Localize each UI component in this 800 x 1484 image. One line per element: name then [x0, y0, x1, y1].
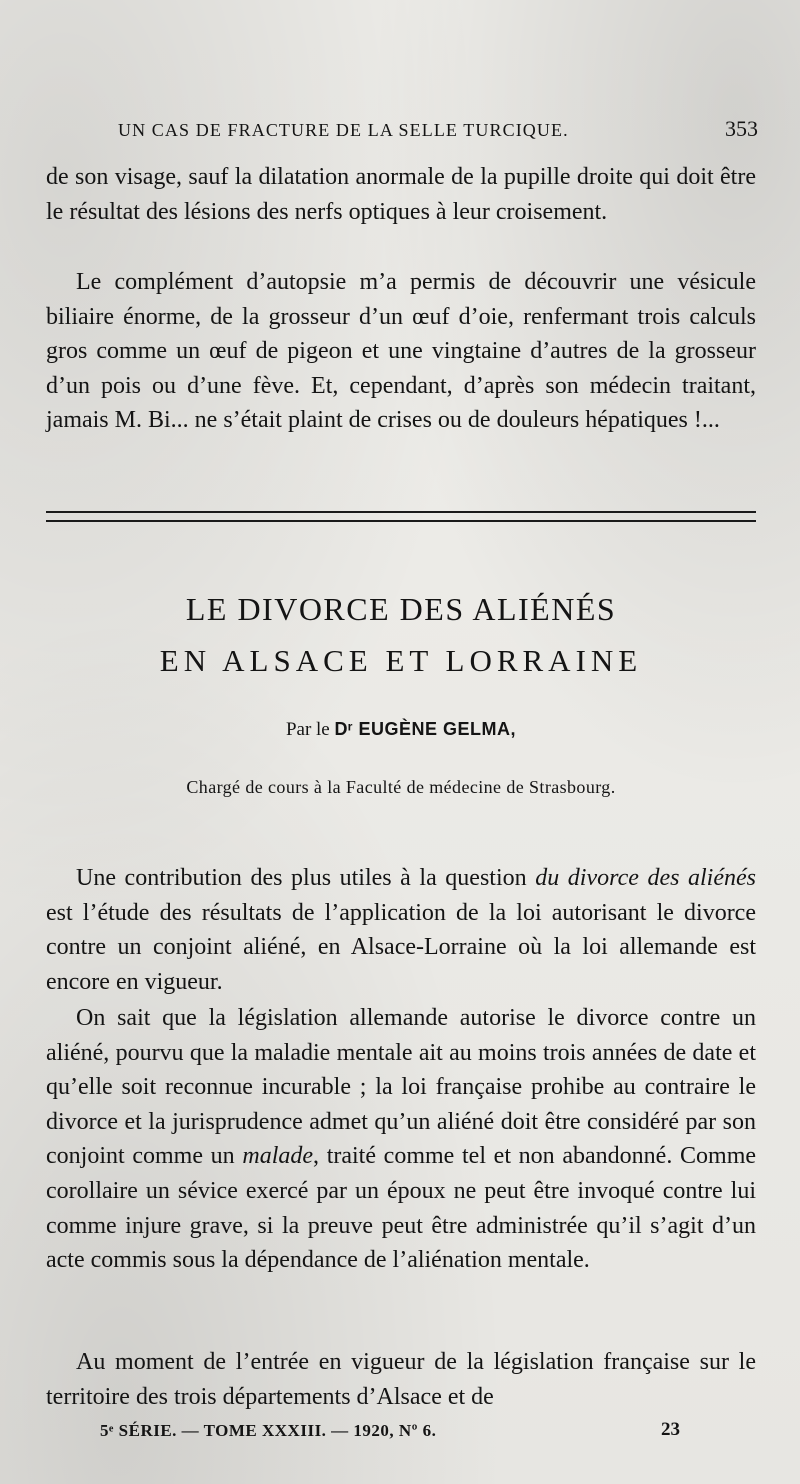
article-paragraph-1-text-a: Une contribution des plus utiles à la question	[76, 865, 536, 891]
section-divider	[46, 511, 756, 522]
page-footer	[100, 1421, 680, 1445]
author-affiliation: Chargé de cours à la Faculté de médecine de Strasbourg.	[186, 777, 616, 797]
footer-series: 5ᵉ SÉRIE. — TOME XXXIII. — 1920, Nº 6.	[100, 1421, 437, 1440]
running-head-title: UN CAS DE FRACTURE DE LA SELLE TURCIQUE.	[118, 120, 569, 140]
article-paragraph-2-text-b: , traité comme tel et non abandonné. Comme corollaire un sévice exercé par un époux ne peut être invoqué contre lui comme injure grave, si la preuve peut être administrée qu’il s’agit d’un acte commis sous la dépendance de l’aliénation mentale.	[46, 1143, 757, 1274]
footer-signature: 23	[661, 1419, 680, 1440]
previous-article-paragraph-2: Le complément d’autopsie m’a permis de découvrir une vésicule biliaire énorme, de la grosseur d’un œuf d’oie, renfermant trois calculs gros comme un œuf de pigeon et une vingtaine d’autres de la grosseur d’un pois ou d’une fève. Et, cependant, d’après son médecin traitant, jamais M. Bi... ne s’était plaint de crises ou de douleurs hépatiques !...	[46, 269, 756, 434]
article-title-line-2: EN ALSACE ET LORRAINE	[159, 643, 643, 678]
byline-prefix: Par le	[285, 719, 330, 740]
article-paragraph-2-text-a: On sait que la législation allemande autorise le divorce contre un aliéné, pourvu que la maladie mentale ait au moins trois années de date et qu’elle soit reconnue incurable ; la loi française prohibe au contraire le divorce et la jurisprudence admet qu’un aliéné doit être considéré par son conjoint comme un	[46, 1005, 756, 1170]
running-head	[118, 118, 758, 144]
article-title-line-1: LE DIVORCE DES ALIÉNÉS	[185, 591, 617, 627]
previous-article-paragraph-1: de son visage, sauf la dilatation anormale de la pupille droite qui doit être le résultat des lésions des nerfs optiques à leur croisement.	[46, 164, 756, 225]
byline	[46, 719, 756, 741]
article-paragraph-3: Au moment de l’entrée en vigueur de la législation française sur le territoire des trois départements d’Alsace et de	[46, 1349, 756, 1410]
author-name: Dʳ EUGÈNE GELMA,	[334, 719, 517, 739]
article-paragraph-2-italic: malade	[242, 1143, 314, 1170]
article-paragraph-2	[46, 1001, 756, 1278]
article-paragraph-1	[46, 861, 756, 999]
article-paragraph-1-italic: du divorce des aliénés	[535, 865, 756, 891]
page-number: 353	[725, 116, 758, 141]
article-paragraph-1-text-b: est l’étude des résultats de l’application de la loi autorisant le divorce contre un conjoint aliéné, en Alsace-Lorraine où la loi allemande est encore en vigueur.	[46, 899, 756, 995]
